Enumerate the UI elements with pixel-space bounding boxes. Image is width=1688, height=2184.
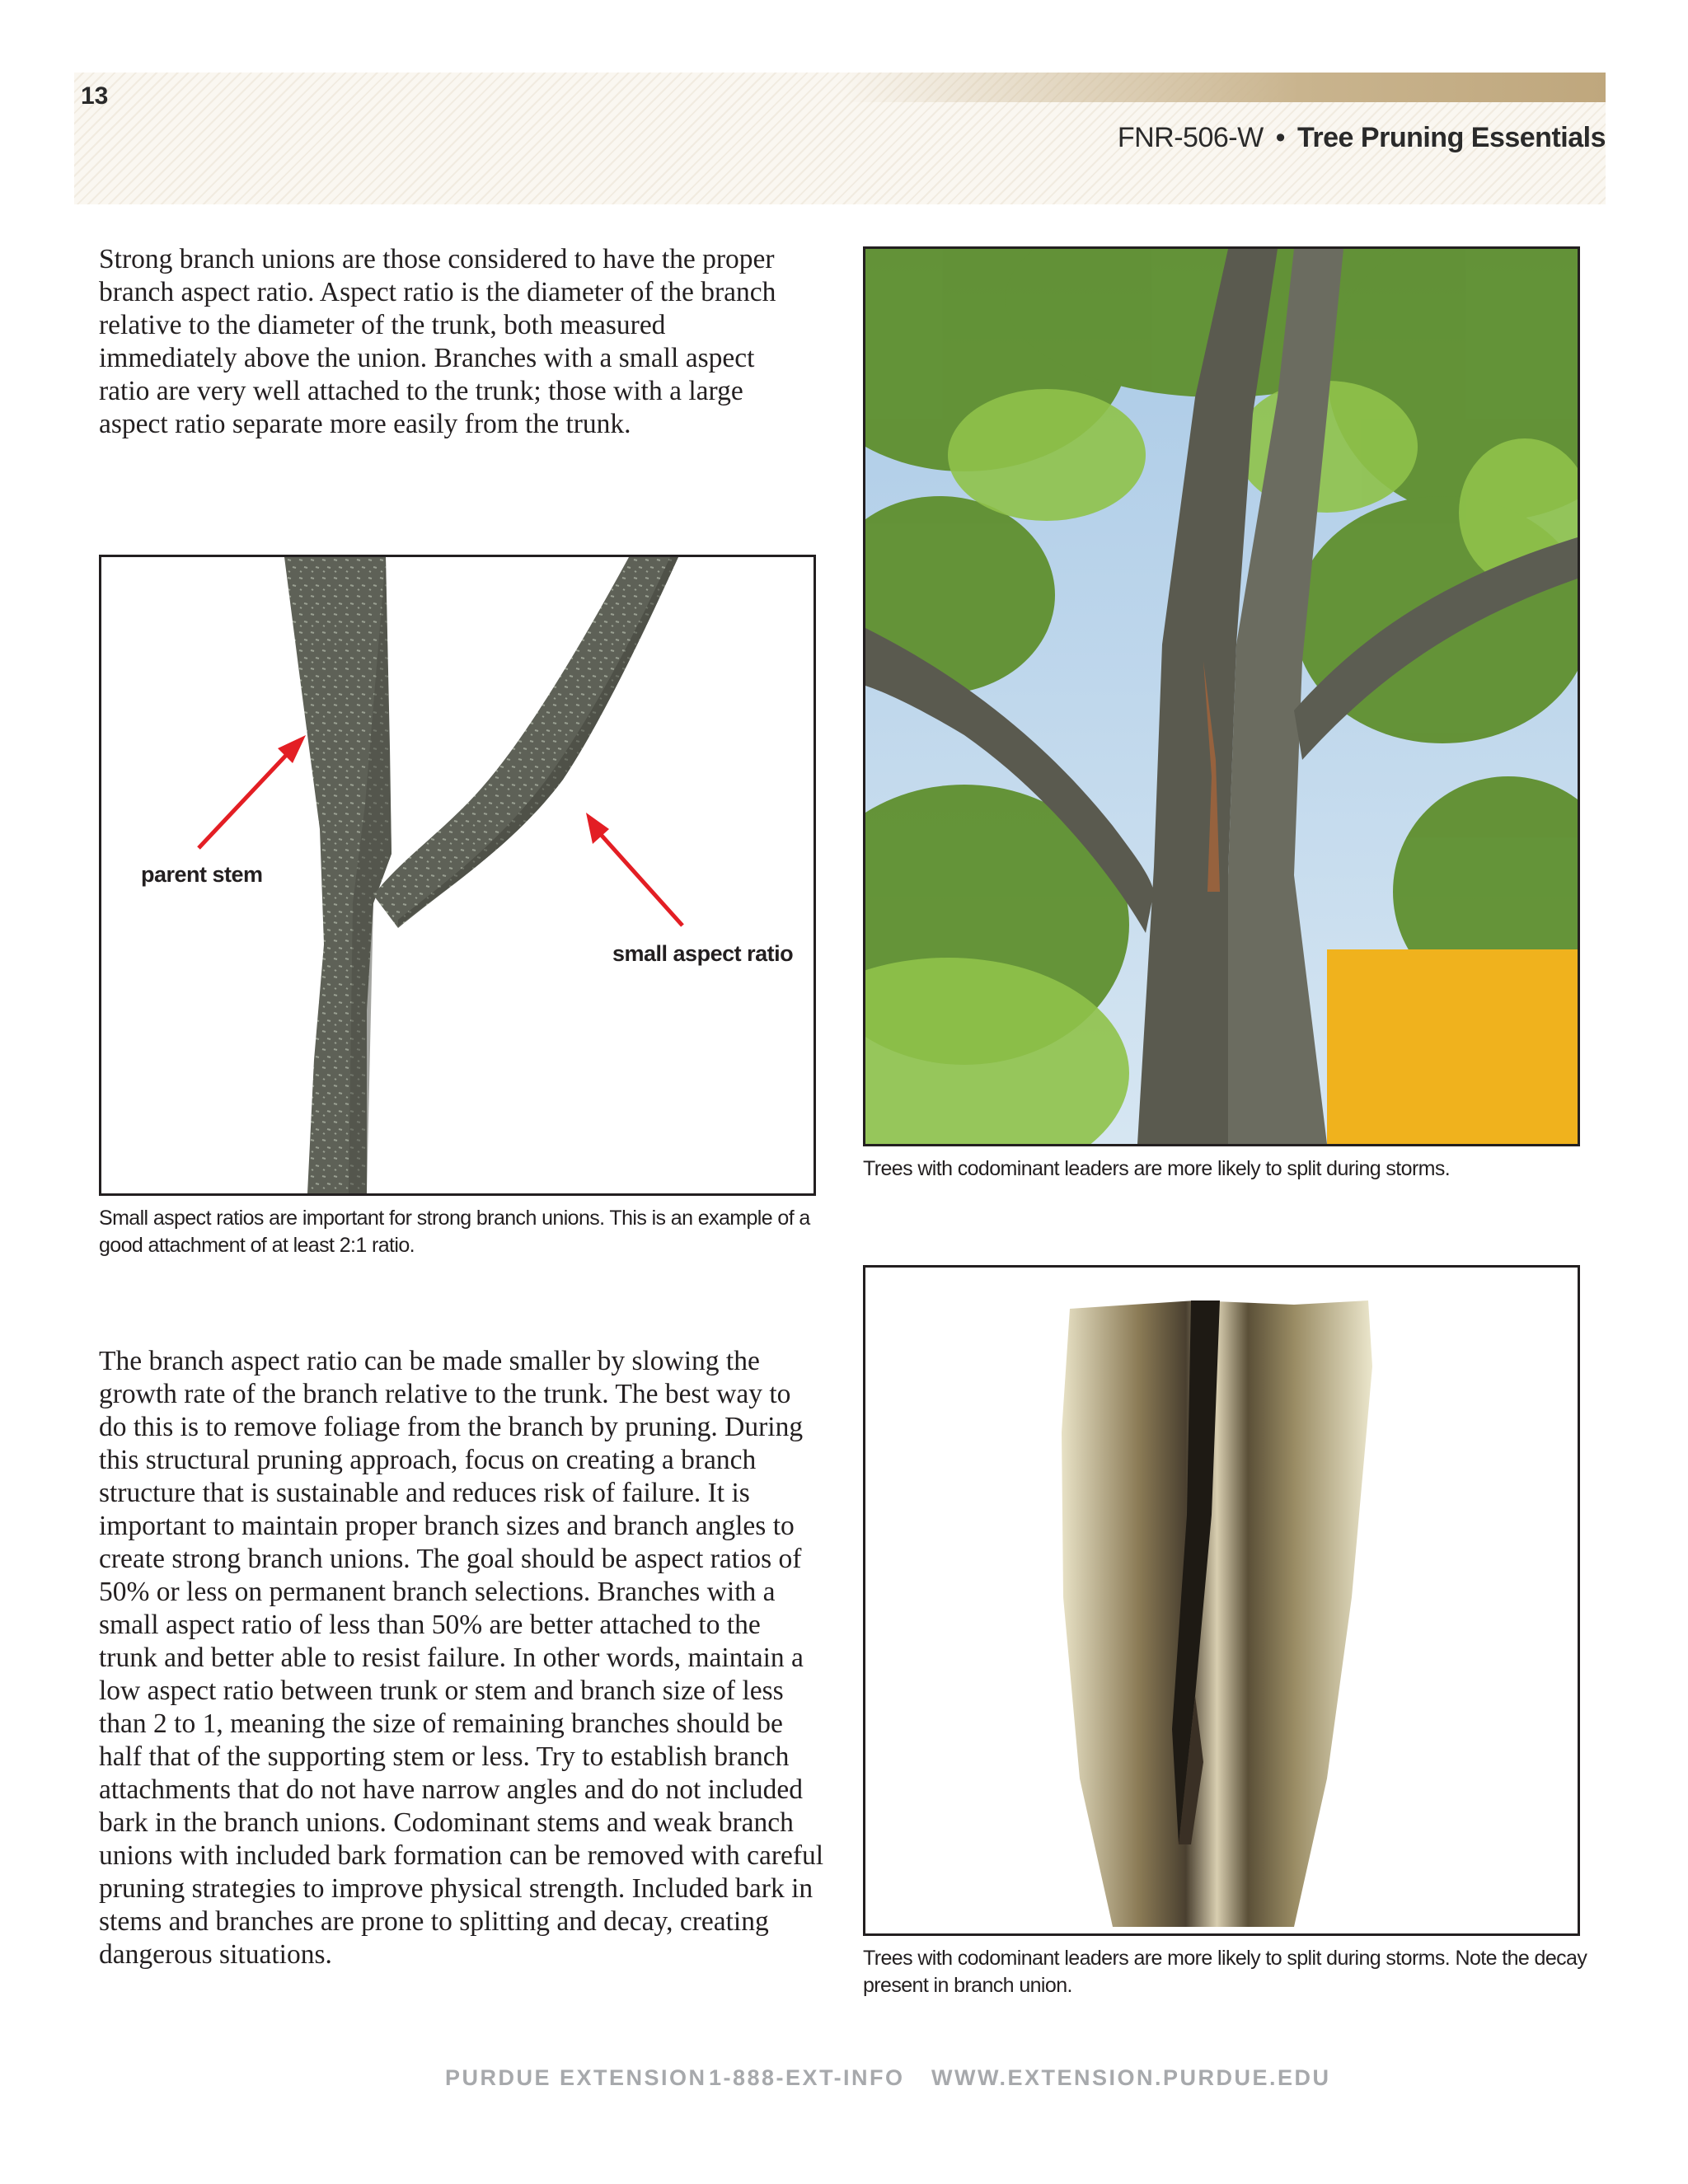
running-title	[1118, 122, 1606, 154]
footer-url[interactable]: WWW.EXTENSION.PURDUE.EDU	[931, 2065, 1331, 2090]
footer-phone: 1-888-EXT-INFO	[709, 2065, 905, 2090]
caption-codominant-tree: Trees with codominant leaders are more likely to split during storms.	[863, 1157, 1451, 1180]
paragraph-aspect-ratio-intro: Strong branch unions are those considered to have the proper branch aspect ratio. Aspect ratio is the diameter of the branch relative to the diameter of the trunk, both measured immediately above the union. Branches with a small aspect ratio are very well attached to the trunk; those with a large aspect ratio separate more easily from the trunk.	[99, 244, 776, 439]
figure-codominant-tree	[863, 246, 1580, 1146]
doc-title: Tree Pruning Essentials	[1297, 122, 1606, 153]
label-small-aspect-ratio: small aspect ratio	[612, 941, 794, 966]
page-number: 13	[81, 82, 109, 110]
doc-code: FNR-506-W	[1117, 122, 1264, 153]
label-parent-stem: parent stem	[141, 862, 263, 887]
footer-org: PURDUE EXTENSION	[445, 2065, 707, 2090]
caption-branch-union: Small aspect ratios are important for strong branch unions. This is an example of a good attachment of at least 2:1 ratio.	[99, 1207, 810, 1257]
title-separator: •	[1275, 122, 1286, 153]
figure-split-section	[863, 1265, 1580, 1936]
header-accent-bar	[841, 73, 1606, 102]
figure-branch-union	[99, 555, 816, 1196]
caption-split-section: Trees with codominant leaders are more likely to split during storms. Note the decay present in branch union.	[863, 1947, 1587, 1997]
paragraph-aspect-ratio-pruning: The branch aspect ratio can be made smaller by slowing the growth rate of the branch relative to the trunk. The best way to do this is to remove foliage from the branch by pruning. During this structural pruning approach, focus on creating a branch structure that is sustainable and reduces risk of failure. It is important to maintain proper branch sizes and branch angles to create strong branch unions. The goal should be aspect ratios of 50% or less on permanent branch selections. Branches with a small aspect ratio of less than 50% are better attached to the trunk and better able to resist failure. In other words, maintain a low aspect ratio between trunk or stem and branch size of less than 2 to 1, meaning the size of remaining branches should be half that of the supporting stem or less. Try to establish branch attachments that do not have narrow angles and do not included bark in the branch unions. Codominant stems and weak branch unions with included bark formation can be removed with careful pruning strategies to improve physical strength. Included bark in stems and branches are prone to splitting and decay, creating dangerous situations.	[99, 1346, 824, 1970]
split-section-photo	[865, 1268, 1578, 1933]
codominant-tree-photo	[865, 249, 1578, 1144]
